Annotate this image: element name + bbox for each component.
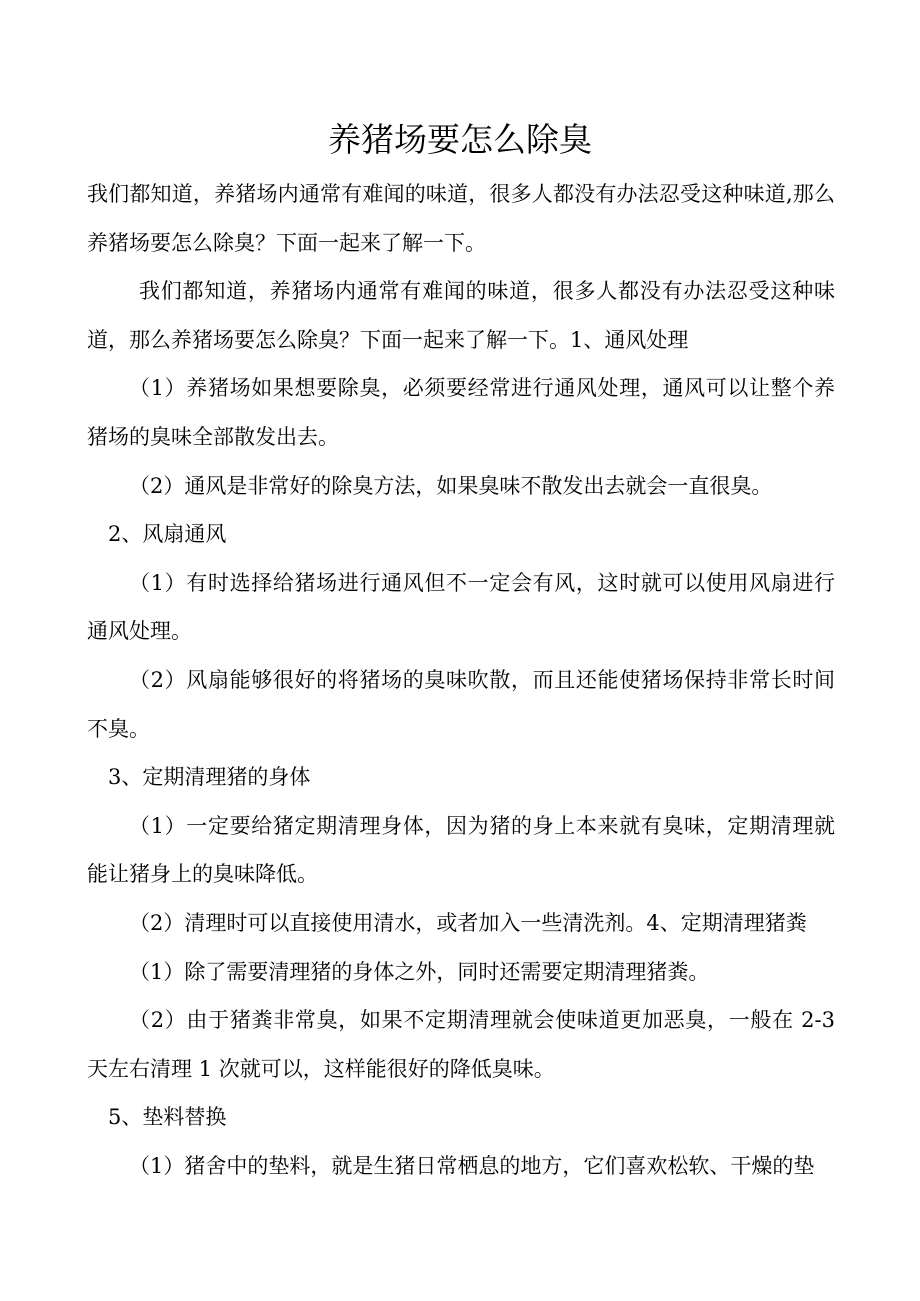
section-heading: 2、风扇通风 bbox=[108, 522, 227, 547]
document-body bbox=[87, 170, 835, 1190]
paragraph-intro-repeat: 我们都知道，养猪场内通常有难闻的味道，很多人都没有办法忍受这种味道，那么养猪场要怎么除臭？下面一起来了解一下。1、通风处理 bbox=[87, 279, 835, 352]
paragraph-item: （2）清理时可以直接使用清水，或者加入一些清洗剂。4、定期清理猪粪 bbox=[129, 910, 807, 935]
paragraph-item: （2）通风是非常好的除臭方法，如果臭味不散发出去就会一直很臭。 bbox=[129, 473, 773, 498]
paragraph-intro: 我们都知道，养猪场内通常有难闻的味道，很多人都没有办法忍受这种味道,那么养猪场要怎么除臭？下面一起来了解一下。 bbox=[87, 182, 835, 255]
section-heading: 5、垫料替换 bbox=[108, 1105, 227, 1130]
document-title: 养猪场要怎么除臭 bbox=[328, 120, 592, 159]
paragraph-item: （2）由于猪粪非常臭，如果不定期清理就会使味道更加恶臭，一般在 2-3 天左右清理 1 次就可以，这样能很好的降低臭味。 bbox=[87, 1008, 835, 1081]
section-heading: 3、定期清理猪的身体 bbox=[108, 765, 311, 790]
paragraph-item: （1）猪舍中的垫料，就是生猪日常栖息的地方，它们喜欢松软、干燥的垫 bbox=[129, 1153, 815, 1178]
paragraph-item: （1）除了需要清理猪的身体之外，同时还需要定期清理猪粪。 bbox=[129, 959, 710, 984]
paragraph-item: （1）一定要给猪定期清理身体，因为猪的身上本来就有臭味，定期清理就能让猪身上的臭味降低。 bbox=[87, 813, 835, 887]
paragraph-item: （1）养猪场如果想要除臭，必须要经常进行通风处理，通风可以让整个养猪场的臭味全部散发出去。 bbox=[87, 376, 835, 449]
paragraph-item: （2）风扇能够很好的将猪场的臭味吹散，而且还能使猪场保持非常长时间不臭。 bbox=[87, 667, 835, 741]
paragraph-item: （1）有时选择给猪场进行通风但不一定会有风，这时就可以使用风扇进行通风处理。 bbox=[87, 570, 835, 644]
